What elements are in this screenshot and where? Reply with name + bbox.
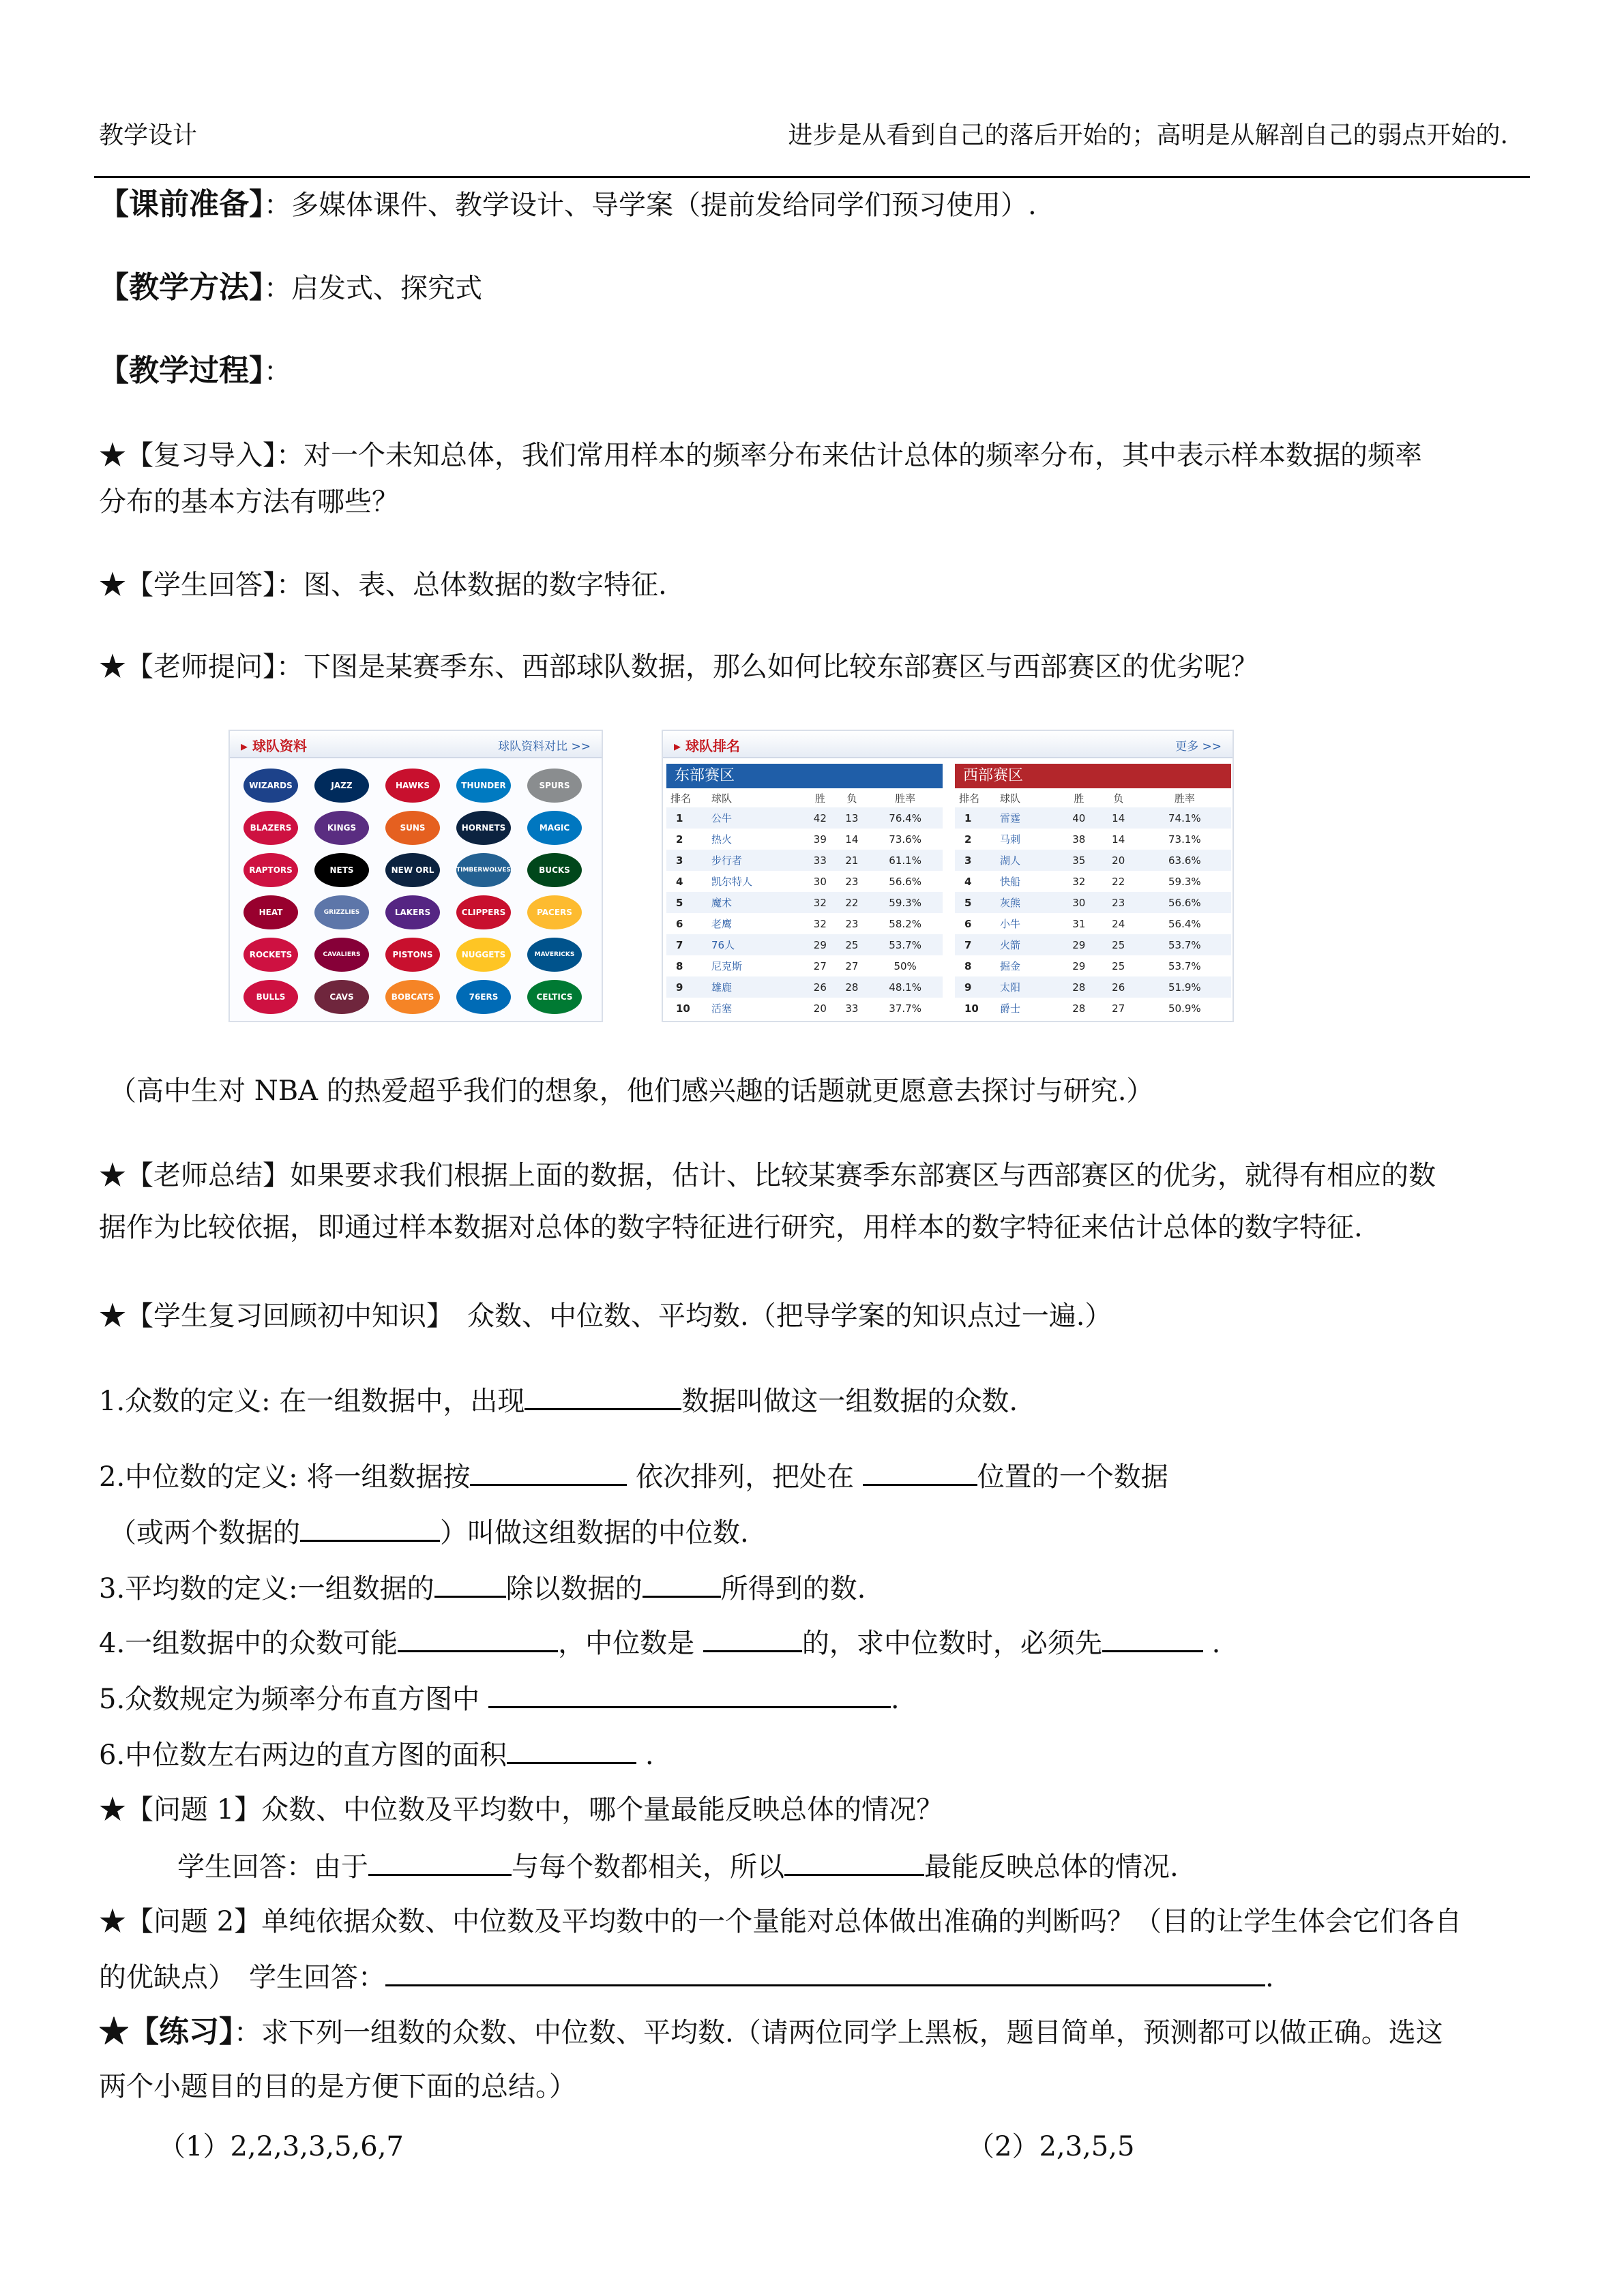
stat-cell: 29: [804, 934, 836, 955]
stat-cell: 25: [1112, 959, 1125, 972]
problem2-text-2b: .: [1265, 1962, 1274, 1993]
stat-cell: 23: [845, 917, 859, 930]
team-logo[interactable]: LAKERS: [385, 895, 440, 929]
stat-cell: 25: [836, 934, 868, 955]
standings-row: [666, 807, 943, 829]
q4-blank-2[interactable]: [703, 1623, 802, 1652]
team-logo[interactable]: SPURS: [527, 769, 582, 803]
stat-cell: 40: [1059, 807, 1099, 829]
stat-cell: 13: [836, 807, 868, 829]
stat-cell: 20: [1099, 850, 1138, 871]
stat-cell: 28: [1059, 976, 1099, 998]
team-name-link[interactable]: 凯尔特人: [711, 876, 753, 888]
team-logo[interactable]: MAGIC: [527, 811, 582, 845]
team-logo[interactable]: KINGS: [314, 811, 369, 845]
rank-cell: 6: [676, 917, 683, 930]
exercise-label: ★【练习】: [99, 2014, 234, 2049]
rank-cell: 1: [955, 807, 999, 829]
stat-cell: 73.6%: [889, 833, 921, 846]
q4-blank-1[interactable]: [398, 1623, 558, 1652]
review-text-1: ：对一个未知总体，我们常用样本的频率分布来估计总体的频率分布，其中表示样本数据的频率: [276, 440, 1422, 471]
rank-cell: 9: [955, 976, 999, 998]
stat-cell: 23: [1099, 892, 1138, 913]
summary-text-1: 如果要求我们根据上面的数据，估计、比较某赛季东部赛区与西部赛区的优劣，就得有相应的数: [290, 1160, 1436, 1191]
stat-cell: 25: [1099, 934, 1138, 955]
summary-line-2: 据作为比较依据，即通过样本数据对总体的数字特征进行研究，用样本的数字特征来估计总体的数字特征.: [99, 1212, 1363, 1243]
east-conference: [666, 764, 943, 1019]
q3-text-c: 所得到的数.: [720, 1573, 866, 1605]
problem1-answer-line: [177, 1847, 1179, 1886]
standings-header: 负: [1113, 792, 1124, 805]
standings-row: [666, 829, 943, 850]
recall-line: [99, 1297, 1112, 1335]
team-logo[interactable]: BOBCATS: [385, 980, 440, 1014]
q2-text-d: （或两个数据的: [109, 1517, 300, 1549]
team-name-link[interactable]: 步行者: [711, 850, 804, 871]
team-logo[interactable]: GRIZZLIES: [314, 895, 369, 929]
problem1-answer-b: 与每个数都相关，所以: [512, 1851, 784, 1883]
q5-text-b: .: [890, 1684, 900, 1715]
stat-cell: 39: [813, 833, 827, 846]
q4-text-d: .: [1202, 1628, 1221, 1659]
q5-text-a: 5.众数规定为频率分布直方图中: [99, 1684, 488, 1715]
standings-header: 胜率: [895, 792, 916, 805]
q2-blank-1[interactable]: [470, 1457, 627, 1486]
stat-cell: 59.3%: [868, 892, 943, 913]
team-name-link[interactable]: 小牛: [1000, 918, 1021, 930]
team-logo[interactable]: HORNETS: [456, 811, 511, 845]
team-info-panel: [228, 730, 603, 1022]
rank-cell: 8: [964, 959, 972, 972]
answer-label: ★【学生回答】: [99, 569, 276, 601]
stat-cell: 32: [813, 917, 827, 930]
standings-more-link[interactable]: 更多 >>: [1175, 740, 1222, 754]
team-name-link[interactable]: 活塞: [711, 1002, 733, 1015]
exercise-item-1: （1）2,2,3,3,5,6,7: [158, 2131, 404, 2162]
summary-line-1: [99, 1157, 1436, 1195]
team-logo[interactable]: CAVALIERS: [314, 938, 369, 972]
stat-cell: 58.2%: [889, 917, 921, 930]
stat-cell: 14: [1099, 807, 1138, 829]
prep-line: [99, 185, 1037, 224]
rank-cell: 8: [676, 959, 683, 972]
stat-cell: 26: [1099, 976, 1138, 998]
team-name-link[interactable]: 老鹰: [711, 918, 733, 930]
problem2-text-1: 单纯依据众数、中位数及平均数中的一个量能对总体做出准确的判断吗？（目的让学生体会它们各自: [261, 1906, 1462, 1937]
problem1-answer-c: 最能反映总体的情况.: [924, 1851, 1179, 1883]
standings-row: [955, 829, 1231, 850]
prep-text: ：多媒体课件、教学设计、导学案（提前发给同学们预习使用）.: [264, 190, 1037, 221]
q3-blank-1[interactable]: [434, 1568, 506, 1598]
rank-cell: 4: [676, 875, 683, 888]
q2-text-c: 位置的一个数据: [977, 1461, 1168, 1493]
q2-blank-2[interactable]: [863, 1457, 977, 1486]
stat-cell: 48.1%: [868, 976, 943, 998]
problem1-blank-2[interactable]: [784, 1847, 924, 1876]
standings-row: [666, 892, 943, 913]
rank-cell: 1: [666, 807, 711, 829]
west-standings-table: [955, 788, 1231, 1019]
rank-cell: 5: [955, 892, 999, 913]
team-name-link[interactable]: 马刺: [1000, 833, 1021, 846]
q2-text-a: 2.中位数的定义: 将一组数据按: [99, 1461, 471, 1493]
team-logo[interactable]: CAVS: [314, 980, 369, 1014]
q4-text-b: ，中位数是: [558, 1628, 703, 1659]
team-logo[interactable]: CELTICS: [527, 980, 582, 1014]
exercise-text-1: ：求下列一组数的众数、中位数、平均数.（请两位同学上黑板，题目简单，预测都可以做正确。选这: [234, 2017, 1443, 2048]
standings-header: 球队: [711, 792, 733, 805]
standings-panel: [662, 730, 1234, 1022]
team-logo[interactable]: NETS: [314, 853, 369, 887]
standings-row: [955, 892, 1231, 913]
review-label: ★【复习导入】: [99, 440, 276, 471]
q6-line: [99, 1735, 654, 1774]
stat-cell: 21: [836, 850, 868, 871]
exercise-item-2: （2）2,3,5,5: [967, 2131, 1135, 2162]
method-text: ：启发式、探究式: [264, 273, 482, 304]
q1-line: [99, 1381, 1018, 1420]
q1-text-b: 数据叫做这一组数据的众数.: [681, 1386, 1018, 1417]
recall-text: 众数、中位数、平均数.（把导学案的知识点过一遍.）: [440, 1300, 1112, 1332]
process-label: 【教学过程】: [99, 353, 264, 388]
team-logo[interactable]: THUNDER: [456, 769, 511, 803]
problem2-text-2a: 的优缺点） 学生回答：: [99, 1962, 385, 1993]
rank-cell: 10: [676, 1002, 690, 1015]
stat-cell: 56.4%: [1168, 917, 1201, 930]
stat-cell: 59.3%: [1168, 875, 1201, 888]
team-logo[interactable]: PACERS: [527, 895, 582, 929]
method-label: 【教学方法】: [99, 270, 264, 305]
review-line-1: [99, 436, 1422, 475]
stat-cell: 28: [1072, 1002, 1086, 1015]
team-logo[interactable]: BUCKS: [527, 853, 582, 887]
team-logo[interactable]: BLAZERS: [243, 811, 298, 845]
team-name-link[interactable]: 爵士: [1000, 1002, 1021, 1015]
q2-blank-3[interactable]: [300, 1512, 440, 1542]
problem1-blank-1[interactable]: [368, 1847, 512, 1876]
stat-cell: 14: [845, 833, 859, 846]
q6-text-b: .: [636, 1740, 654, 1771]
stat-cell: 26: [804, 976, 836, 998]
standings-row: [955, 934, 1231, 955]
recall-label: ★【学生复习回顾初中知识】: [99, 1300, 440, 1332]
standings-row: [955, 807, 1231, 829]
team-name-link[interactable]: 公牛: [711, 807, 804, 829]
problem2-line-1: [99, 1903, 1462, 1941]
standings-row: [955, 976, 1231, 998]
stat-cell: 27: [1112, 1002, 1125, 1015]
team-logo[interactable]: WIZARDS: [243, 769, 298, 803]
rank-cell: 10: [964, 1002, 979, 1015]
standings-row: [666, 934, 943, 955]
team-name-link[interactable]: 热火: [711, 833, 733, 846]
problem1-answer-a: 学生回答：由于: [177, 1851, 368, 1883]
rank-cell: 3: [955, 850, 999, 871]
stat-cell: 74.1%: [1138, 807, 1231, 829]
team-compare-link[interactable]: 球队资料对比 >>: [498, 740, 591, 754]
problem1-text: 众数、中位数及平均数中，哪个量最能反映总体的情况？: [261, 1794, 944, 1825]
problem2-blank[interactable]: [385, 1957, 1265, 1986]
team-info-title: ▸ 球队资料: [241, 738, 308, 754]
q4-blank-3[interactable]: [1102, 1623, 1203, 1652]
rank-cell: 6: [964, 917, 972, 930]
team-name-link[interactable]: 雄鹿: [711, 976, 804, 998]
q1-text-a: 1.众数的定义: 在一组数据中，出现: [99, 1386, 525, 1417]
standings-row: [955, 871, 1231, 892]
team-name-link[interactable]: 太阳: [999, 976, 1059, 998]
team-name-link[interactable]: 尼克斯: [711, 960, 743, 972]
stat-cell: 14: [1112, 833, 1125, 846]
rank-cell: 7: [955, 934, 999, 955]
team-logo[interactable]: BULLS: [243, 980, 298, 1014]
standings-row: [666, 850, 943, 871]
stat-cell: 38: [1072, 833, 1086, 846]
stat-cell: 32: [1072, 875, 1086, 888]
review-line-2: 分布的基本方法有哪些？: [99, 486, 399, 518]
stat-cell: 27: [845, 959, 859, 972]
standings-header: 排名: [959, 792, 980, 805]
standings-header: 负: [846, 792, 857, 805]
stat-cell: 30: [813, 875, 827, 888]
standings-row: [666, 871, 943, 892]
stat-cell: 22: [1112, 875, 1125, 888]
standings-header: 胜率: [1174, 792, 1195, 805]
stat-cell: 42: [804, 807, 836, 829]
header-left: 教学设计: [99, 121, 198, 149]
team-logo[interactable]: CLIPPERS: [456, 895, 511, 929]
exercise-line-2: 两个小题目的目的是方便下面的总结。）: [99, 2071, 576, 2102]
nba-data-image: [228, 730, 1231, 1019]
team-logo[interactable]: JAZZ: [314, 769, 369, 803]
stat-cell: 22: [836, 892, 868, 913]
ask-text: ：下图是某赛季东、西部球队数据，那么如何比较东部赛区与西部赛区的优劣呢？: [276, 651, 1258, 683]
problem2-label: ★【问题 2】: [99, 1906, 262, 1937]
problem2-line-2: [99, 1957, 1274, 1997]
standings-row: [666, 955, 943, 976]
q5-line: [99, 1679, 900, 1718]
summary-label: ★【老师总结】: [99, 1160, 290, 1191]
q3-blank-2[interactable]: [643, 1568, 721, 1598]
standings-header: 胜: [814, 792, 825, 805]
standings-row: [666, 998, 943, 1019]
q4-text-c: 的，求中位数时，必须先: [801, 1628, 1102, 1659]
stat-cell: 56.6%: [1138, 892, 1231, 913]
team-logo[interactable]: TIMBERWOLVES: [456, 853, 511, 887]
team-logo[interactable]: PISTONS: [385, 938, 440, 972]
team-name-link[interactable]: 掘金: [1000, 960, 1021, 972]
team-name-link[interactable]: 湖人: [999, 850, 1059, 871]
standings-header: 排名: [670, 792, 692, 805]
problem1-line: [99, 1791, 943, 1829]
team-name-link[interactable]: 76人: [711, 934, 804, 955]
standings-row: [666, 976, 943, 998]
q6-blank[interactable]: [507, 1735, 636, 1764]
standings-row: [955, 955, 1231, 976]
team-info-titlebar: [230, 731, 602, 758]
stat-cell: 33: [845, 1002, 859, 1015]
process-text: ：: [264, 356, 291, 387]
q1-blank[interactable]: [525, 1381, 681, 1410]
ask-line: [99, 648, 1258, 686]
q2-text-e: ）叫做这组数据的中位数.: [440, 1517, 749, 1549]
team-logo[interactable]: ROCKETS: [243, 938, 298, 972]
standings-title: ▸ 球队排名: [674, 738, 741, 754]
standings-header: 球队: [1000, 792, 1021, 805]
stat-cell: 53.7%: [1168, 959, 1201, 972]
stat-cell: 29: [1072, 959, 1086, 972]
prep-label: 【课前准备】: [99, 187, 264, 222]
header-right: 进步是从看到自己的落后开始的；高明是从解剖自己的弱点开始的.: [788, 121, 1508, 149]
stat-cell: 56.6%: [889, 875, 921, 888]
team-logo[interactable]: MAVERICKS: [527, 938, 582, 972]
team-logo[interactable]: HEAT: [243, 895, 298, 929]
standings-row: [955, 998, 1231, 1019]
q2-line-2: [109, 1512, 749, 1552]
west-conference-title: 西部赛区: [955, 764, 1231, 788]
rank-cell: 2: [676, 833, 683, 846]
team-name-link[interactable]: 快船: [1000, 876, 1021, 888]
process-line: [99, 352, 291, 391]
stat-cell: 24: [1112, 917, 1125, 930]
rank-cell: 3: [666, 850, 711, 871]
east-standings-table: [666, 788, 943, 1019]
team-logo[interactable]: 76ERS: [456, 980, 511, 1014]
standings-row: [955, 850, 1231, 871]
team-name-link[interactable]: 火箭: [999, 934, 1059, 955]
stat-cell: 51.9%: [1138, 976, 1231, 998]
standings-row: [955, 913, 1231, 934]
rank-cell: 4: [964, 875, 972, 888]
stat-cell: 33: [804, 850, 836, 871]
stat-cell: 30: [1059, 892, 1099, 913]
rank-cell: 7: [666, 934, 711, 955]
team-name-link[interactable]: 雷霆: [999, 807, 1059, 829]
stat-cell: 76.4%: [868, 807, 943, 829]
answer-line: [99, 566, 667, 604]
stat-cell: 31: [1072, 917, 1086, 930]
stat-cell: 29: [1059, 934, 1099, 955]
rank-cell: 9: [666, 976, 711, 998]
standings-titlebar: [663, 731, 1232, 758]
stat-cell: 50%: [894, 959, 917, 972]
standings-row: [666, 913, 943, 934]
ask-label: ★【老师提问】: [99, 651, 276, 683]
q3-line: [99, 1568, 866, 1608]
standings-header: 胜: [1074, 792, 1084, 805]
team-name-link[interactable]: 魔术: [711, 892, 804, 913]
q4-text-a: 4.一组数据中的众数可能: [99, 1628, 398, 1659]
q6-text-a: 6.中位数左右两边的直方图的面积: [99, 1740, 507, 1771]
stat-cell: 53.7%: [1138, 934, 1231, 955]
problem1-label: ★【问题 1】: [99, 1794, 262, 1825]
q3-text-b: 除以数据的: [505, 1573, 643, 1605]
team-logo[interactable]: RAPTORS: [243, 853, 298, 887]
stat-cell: 61.1%: [868, 850, 943, 871]
stat-cell: 28: [836, 976, 868, 998]
stat-cell: 27: [813, 959, 827, 972]
method-line: [99, 269, 482, 308]
rank-cell: 2: [964, 833, 972, 846]
stat-cell: 63.6%: [1138, 850, 1231, 871]
team-logo[interactable]: NEW ORL: [385, 853, 440, 887]
exercise-line-1: [99, 2013, 1443, 2052]
stat-cell: 20: [813, 1002, 827, 1015]
west-conference: [955, 764, 1231, 1019]
east-conference-title: 东部赛区: [666, 764, 943, 788]
stat-cell: 50.9%: [1168, 1002, 1201, 1015]
q2-line-1: [99, 1457, 1168, 1496]
stat-cell: 35: [1059, 850, 1099, 871]
answer-text: ：图、表、总体数据的数字特征.: [276, 569, 667, 601]
team-logo[interactable]: NUGGETS: [456, 938, 511, 972]
stat-cell: 23: [845, 875, 859, 888]
q5-blank[interactable]: [488, 1679, 891, 1708]
team-name-link[interactable]: 灰熊: [999, 892, 1059, 913]
rank-cell: 5: [666, 892, 711, 913]
team-logo[interactable]: SUNS: [385, 811, 440, 845]
q3-text-a: 3.平均数的定义:一组数据的: [99, 1573, 434, 1605]
q2-text-b: 依次排列，把处在: [627, 1461, 863, 1493]
header-rule: [94, 176, 1530, 178]
team-logo[interactable]: HAWKS: [385, 769, 440, 803]
q4-line: [99, 1623, 1220, 1663]
stat-cell: 32: [804, 892, 836, 913]
team-logo-grid: [243, 769, 598, 1021]
stat-cell: 73.1%: [1168, 833, 1201, 846]
stat-cell: 37.7%: [889, 1002, 921, 1015]
stat-cell: 53.7%: [868, 934, 943, 955]
nba-note: （高中生对 NBA 的热爱超乎我们的想象，他们感兴趣的话题就更愿意去探讨与研究.）: [109, 1075, 1154, 1107]
